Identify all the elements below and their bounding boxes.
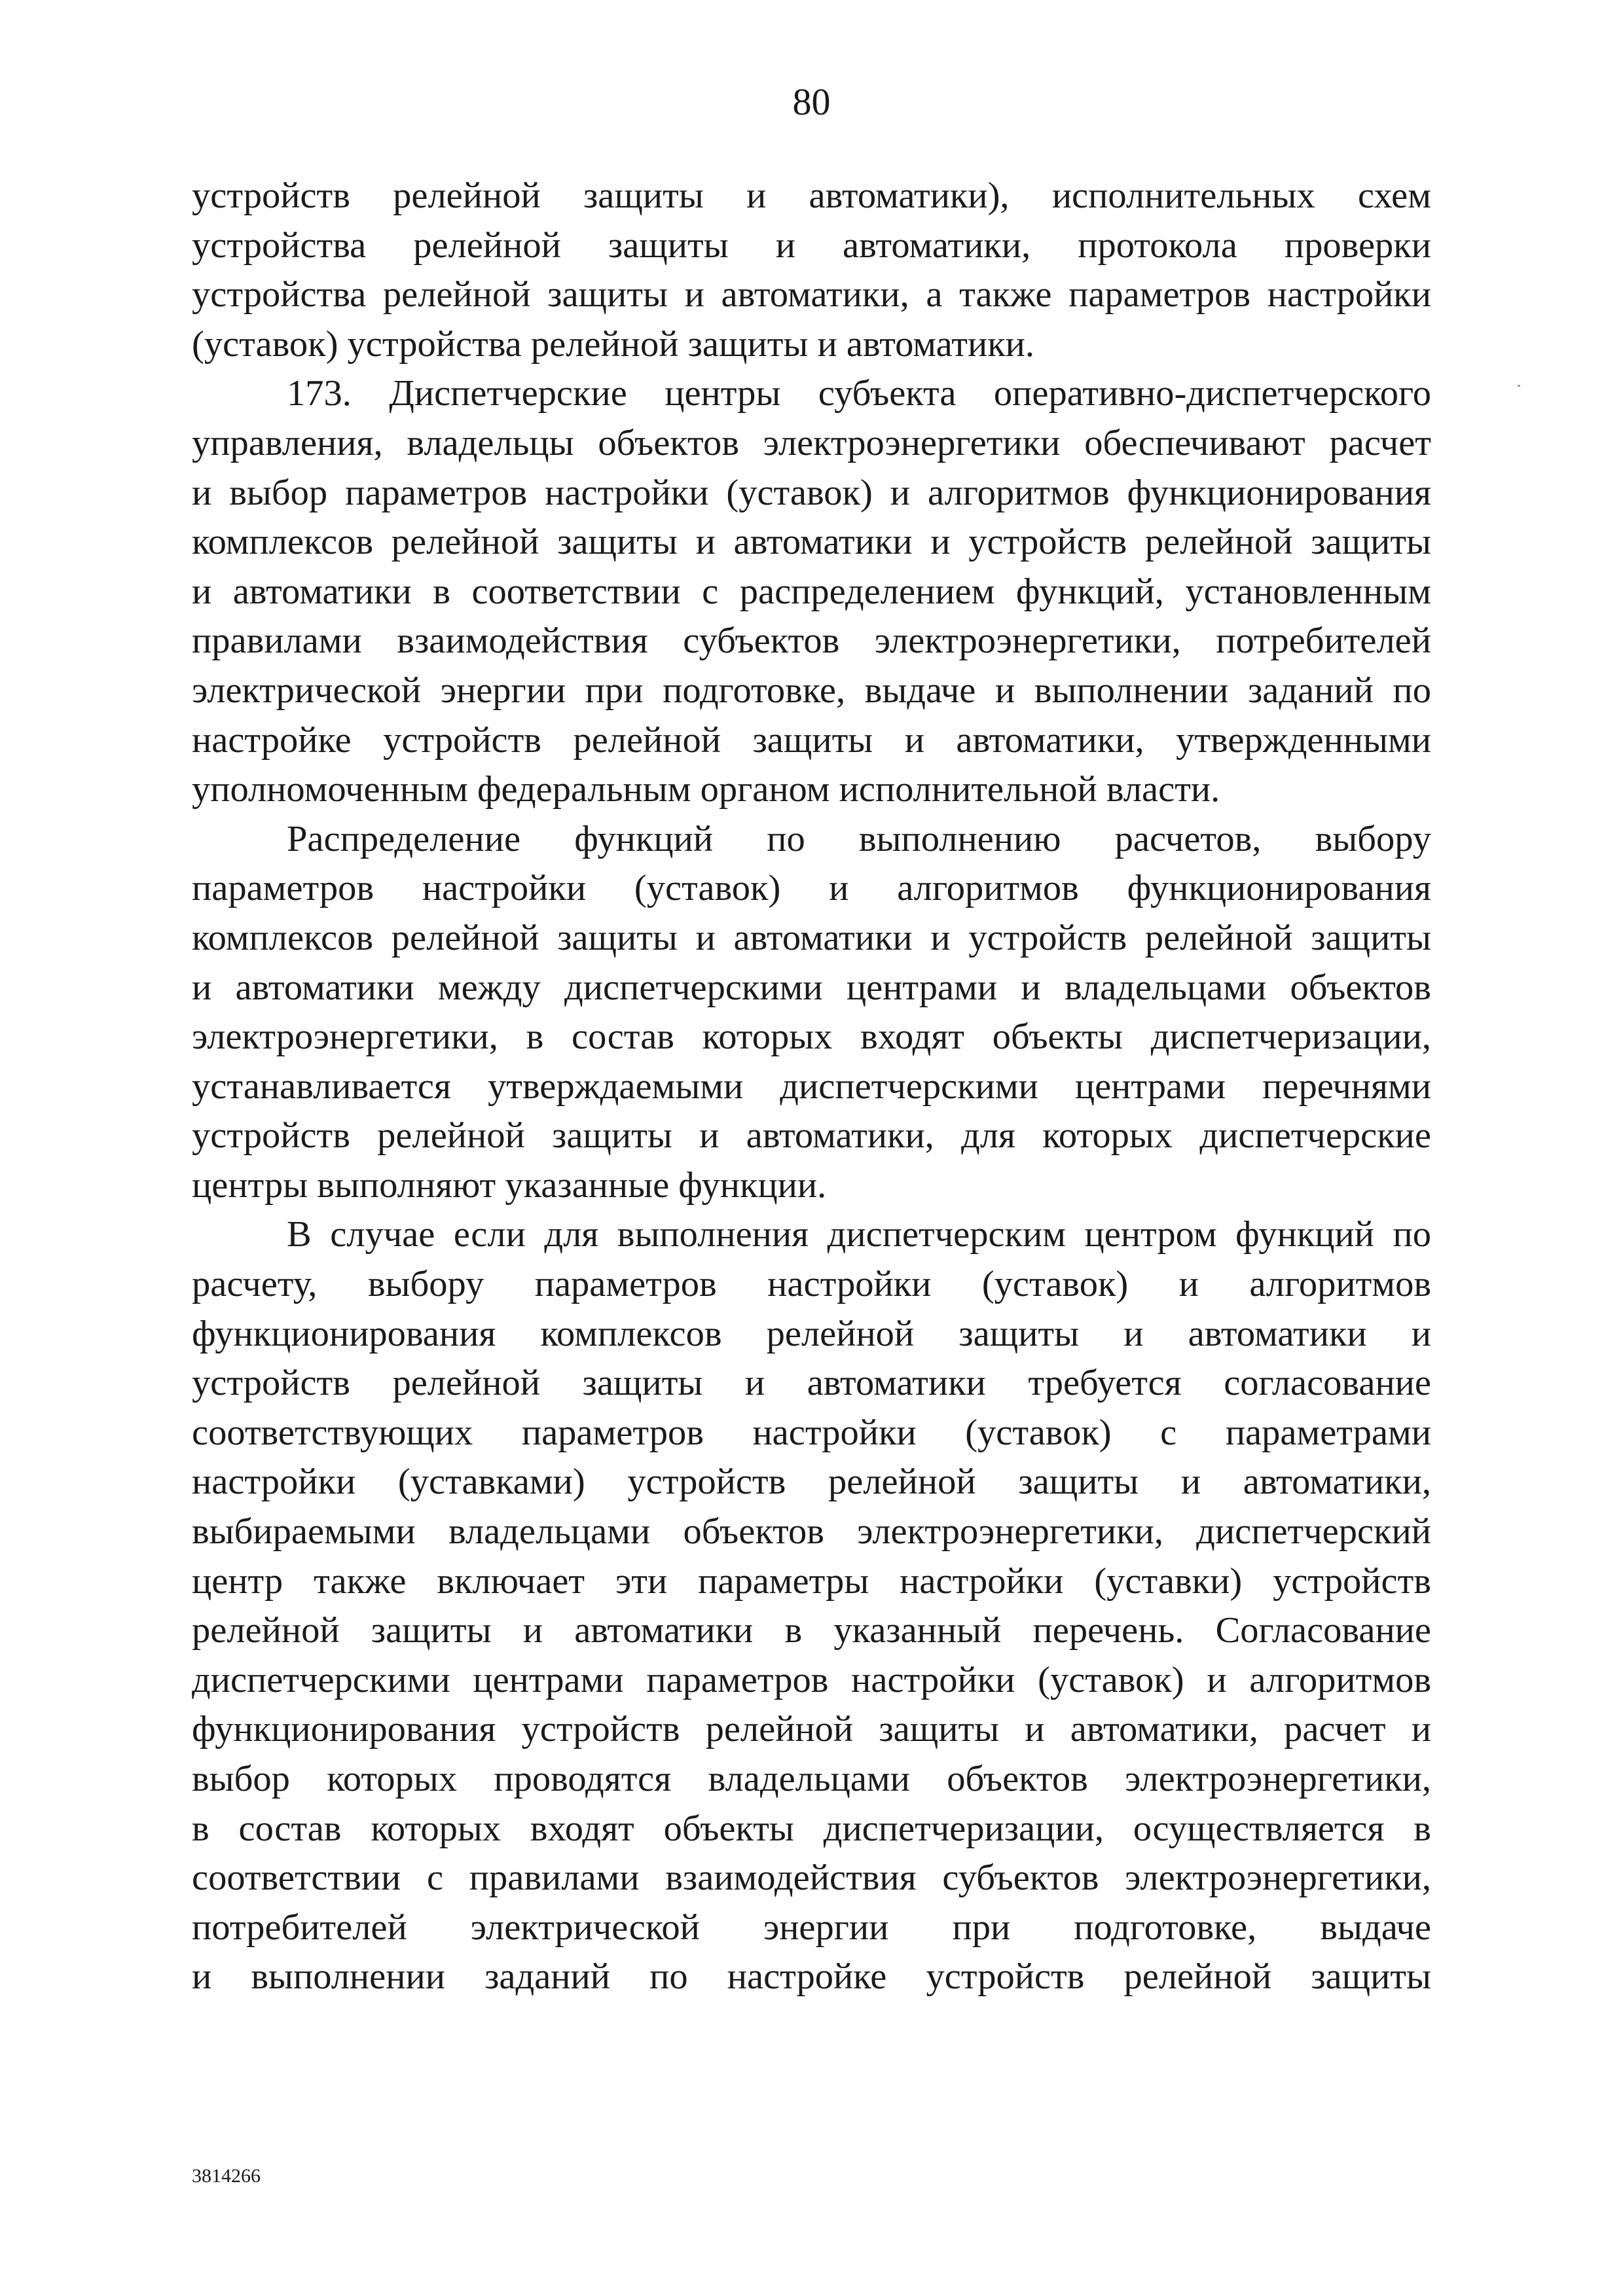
text-line: центр также включает эти параметры настройки (уставки) устройств: [192, 1560, 1431, 1602]
text-line: выбираемыми владельцами объектов электроэнергетики, диспетчерский: [192, 1511, 1431, 1552]
text-line: электрической энергии при подготовке, выдаче и выполнении заданий по: [192, 670, 1431, 711]
text-line: комплексов релейной защиты и автоматики и устройств релейной защиты: [192, 917, 1431, 958]
text-line: В случае если для выполнения диспетчерским центром функций по: [287, 1214, 1431, 1255]
text-line: устройства релейной защиты и автоматики, протокола проверки: [192, 224, 1431, 266]
text-line: настройки (уставками) устройств релейной защиты и автоматики,: [192, 1462, 1431, 1503]
scan-artifact-dot: [1518, 385, 1520, 387]
text-line: управления, владельцы объектов электроэнергетики обеспечивают расчет: [192, 422, 1431, 463]
text-line: в состав которых входят объекты диспетчеризации, осуществляется в: [192, 1808, 1431, 1849]
text-line: соответствии с правилами взаимодействия субъектов электроэнергетики,: [192, 1857, 1431, 1899]
text-line: и автоматики между диспетчерскими центрами и владельцами объектов: [192, 967, 1431, 1008]
text-line: и выполнении заданий по настройке устройств релейной защиты: [192, 1956, 1431, 1998]
text-line: центры выполняют указанные функции.: [192, 1164, 827, 1206]
document-code: 3814266: [192, 2165, 261, 2187]
text-line: устройств релейной защиты и автоматики, для которых диспетчерские: [192, 1115, 1431, 1157]
text-line: соответствующих параметров настройки (уставок) с параметрами: [192, 1412, 1431, 1453]
text-line: 173. Диспетчерские центры субъекта оперативно-диспетчерского: [287, 373, 1431, 414]
page-number: 80: [792, 81, 831, 123]
text-line: релейной защиты и автоматики в указанный перечень. Согласование: [192, 1610, 1431, 1651]
text-line: устройств релейной защиты и автоматики), исполнительных схем: [192, 175, 1431, 216]
text-line: и автоматики в соответствии с распределением функций, установленным: [192, 571, 1431, 612]
text-line: потребителей электрической энергии при подготовке, выдаче: [192, 1907, 1431, 1948]
text-line: комплексов релейной защиты и автоматики и устройств релейной защиты: [192, 522, 1431, 563]
text-line: и выбор параметров настройки (уставок) и алгоритмов функционирования: [192, 472, 1431, 513]
text-line: уполномоченным федеральным органом исполнительной власти.: [192, 769, 1220, 810]
document-body: [192, 171, 1431, 2002]
text-line: правилами взаимодействия субъектов электроэнергетики, потребителей: [192, 620, 1431, 662]
text-line: устройства релейной защиты и автоматики, а также параметров настройки: [192, 274, 1431, 315]
text-line: диспетчерскими центрами параметров настройки (уставок) и алгоритмов: [192, 1659, 1431, 1700]
text-line: устанавливается утверждаемыми диспетчерскими центрами перечнями: [192, 1066, 1431, 1107]
text-line: расчету, выбору параметров настройки (уставок) и алгоритмов: [192, 1264, 1431, 1305]
text-line: функционирования устройств релейной защиты и автоматики, расчет и: [192, 1709, 1431, 1750]
text-line: устройств релейной защиты и автоматики требуется согласование: [192, 1363, 1431, 1404]
text-line: параметров настройки (уставок) и алгоритмов функционирования: [192, 868, 1431, 909]
text-line: (уставок) устройства релейной защиты и автоматики.: [192, 323, 1035, 365]
text-line: электроэнергетики, в состав которых входят объекты диспетчеризации,: [192, 1016, 1431, 1058]
text-line: настройке устройств релейной защиты и автоматики, утвержденными: [192, 719, 1431, 761]
text-line: функционирования комплексов релейной защиты и автоматики и: [192, 1313, 1431, 1354]
text-line: выбор которых проводятся владельцами объектов электроэнергетики,: [192, 1759, 1431, 1799]
text-line: Распределение функций по выполнению расчетов, выбору: [287, 818, 1431, 859]
